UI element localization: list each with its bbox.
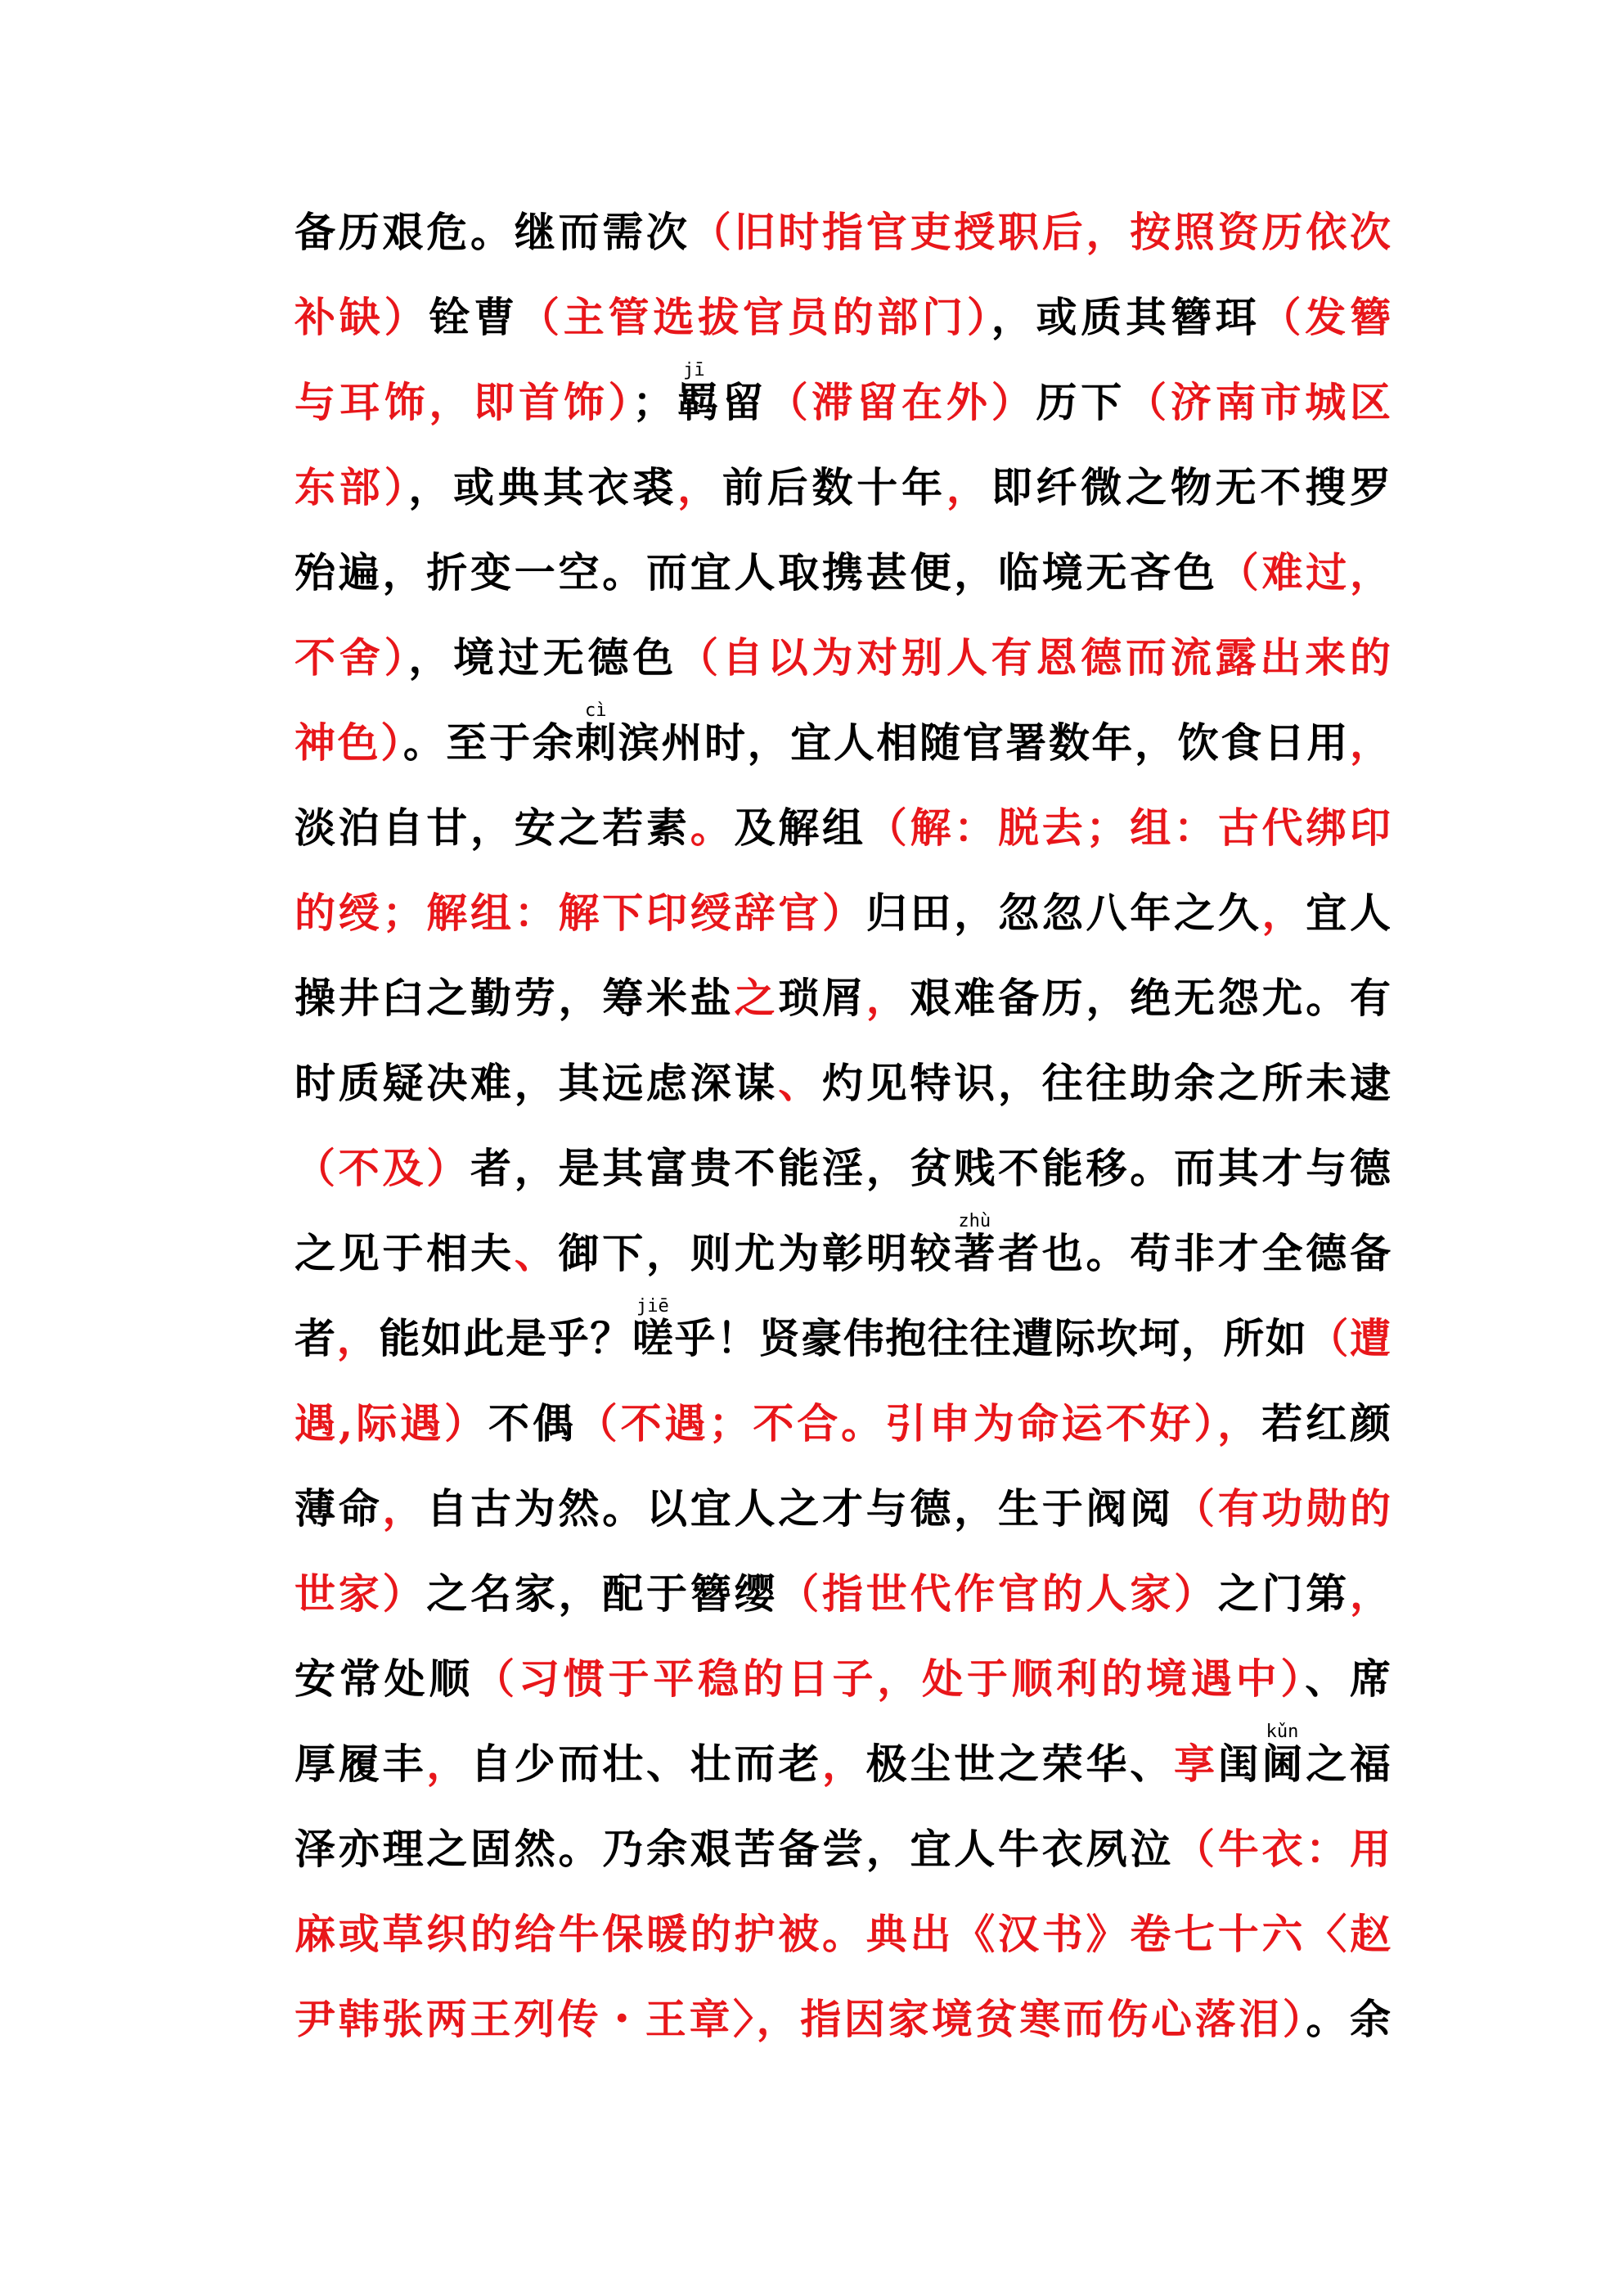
red-punctuation: 、 — [778, 1059, 822, 1107]
annotation-segment: （遭 — [1307, 1314, 1391, 1362]
text-segment: 之见于相夫 — [294, 1229, 515, 1277]
text-line-13 — [294, 1211, 1391, 1296]
text-segment: 备历艰危。继而需次 — [294, 208, 690, 256]
text-segment: 。余 — [1306, 1995, 1391, 2043]
pinyin-label: jiē — [632, 1296, 673, 1317]
annotation-segment: （难过， — [1217, 548, 1391, 597]
text-line-21 — [294, 1892, 1391, 1977]
annotation-segment: 世家） — [294, 1569, 427, 1618]
annotation-segment: 遇,际遇） — [294, 1399, 488, 1447]
text-segment: 留 — [722, 378, 767, 426]
annotation-segment: 尹韩张两王列传・王章〉，指因家境贫寒而伤心落泪） — [294, 1995, 1306, 2043]
text-line-6 — [294, 615, 1391, 700]
pinyin-annotated-char: 著zhù — [954, 1211, 998, 1277]
text-segment: 御下，则尤为彰明较 — [558, 1229, 955, 1277]
pinyin-annotated-char: 嗟jiē — [632, 1296, 675, 1362]
text-line-9 — [294, 871, 1391, 956]
red-punctuation: ， — [1350, 718, 1391, 767]
annotation-segment: 东部） — [294, 463, 409, 511]
annotation-segment: 的绶；解组：解下印绶辞官） — [294, 889, 866, 937]
text-segment: 安常处顺 — [294, 1654, 474, 1703]
red-punctuation: ， — [382, 1484, 427, 1533]
pinyin-label: cì — [575, 700, 617, 721]
text-segment: 归田，忽忽八年之久 — [865, 889, 1262, 937]
text-segment: 琐屑 — [778, 974, 866, 1022]
text-segment: 、席 — [1305, 1654, 1391, 1703]
annotation-segment: （解：脱去；组：古代绑印 — [865, 804, 1391, 852]
red-text: 之 — [734, 974, 779, 1022]
text-segment: 宜人 — [1306, 889, 1391, 937]
pinyin-label: zhù — [954, 1211, 996, 1231]
text-segment: 之门第 — [1217, 1569, 1350, 1618]
text-line-5 — [294, 530, 1391, 615]
text-segment: 乎！贤豪伟抱往往遭际坎坷，所如 — [674, 1314, 1308, 1362]
text-line-19 — [294, 1722, 1391, 1807]
text-segment: 时质疑决难，其远虑深谋 — [294, 1059, 779, 1107]
text-segment: 自少而壮、壮而老 — [470, 1740, 822, 1788]
text-segment: 不偶 — [488, 1399, 577, 1447]
annotation-segment: （有功勋的 — [1174, 1484, 1391, 1533]
annotation-segment: 麻或草织的给牛保暖的护被。典出《汉书》卷七十六〈赵 — [294, 1910, 1391, 1958]
text-line-1 — [294, 190, 1391, 275]
text-segment: 即纤微之物无不搜罗 — [991, 463, 1391, 511]
pinyin-annotated-char: 阃kǔn — [1261, 1722, 1306, 1788]
text-segment: 滨州时，宜人相随官署数年，饮食日用 — [618, 718, 1351, 767]
text-segment: 前后数十年 — [722, 463, 946, 511]
red-punctuation: 。 — [690, 804, 735, 852]
red-punctuation: ， — [336, 1314, 380, 1362]
text-line-20 — [294, 1807, 1391, 1892]
pinyin-annotated-char: 羁jī — [673, 360, 722, 426]
text-line-18 — [294, 1636, 1391, 1722]
text-line-14 — [294, 1296, 1391, 1381]
text-segment: ，或典其衣裘 — [408, 463, 678, 511]
text-segment: 闺 — [1217, 1740, 1262, 1788]
annotation-segment: （指世代作官的人家） — [778, 1569, 1218, 1618]
text-line-10 — [294, 956, 1391, 1041]
text-segment: 灼见特识，往往助余之所未逮 — [822, 1059, 1391, 1107]
pinyin-label: kǔn — [1261, 1722, 1303, 1742]
annotation-segment: （不及） — [294, 1144, 470, 1192]
text-segment: ，境过无德色 — [408, 633, 678, 682]
text-segment: 及解组 — [734, 804, 866, 852]
text-line-3 — [294, 360, 1391, 445]
text-segment: 铨曹 — [429, 293, 519, 341]
text-line-4 — [294, 445, 1391, 530]
text-segment: 。至于余 — [402, 718, 576, 767]
text-segment: 极尘世之荣华、 — [865, 1740, 1174, 1788]
text-segment: 能如此是乎？ — [379, 1314, 632, 1362]
text-line-8 — [294, 786, 1391, 871]
text-segment: 者，是其富贵不能淫，贫贱不能移。而其才与德 — [470, 1144, 1391, 1192]
text-segment: 者也。苟非才全德备 — [998, 1229, 1391, 1277]
red-punctuation: 、 — [514, 1229, 559, 1277]
text-segment: 薄命 — [294, 1484, 383, 1533]
annotation-segment: （牛衣：用 — [1174, 1825, 1391, 1873]
red-punctuation: ， — [865, 974, 910, 1022]
annotation-segment: （习惯于平稳的日子，处于顺利的境遇中） — [474, 1654, 1306, 1703]
annotation-segment: （旧时指官吏授职后，按照资历依次 — [690, 208, 1391, 256]
text-segment: 历下 — [1036, 378, 1126, 426]
annotation-segment: 与耳饰，即首饰） — [294, 378, 633, 426]
text-line-22 — [294, 1977, 1391, 2062]
red-punctuation: ， — [946, 463, 991, 511]
annotation-segment: （发簪 — [1260, 293, 1391, 341]
text-line-17 — [294, 1551, 1391, 1636]
text-segment: 之福 — [1306, 1740, 1391, 1788]
pinyin-label: jī — [673, 360, 715, 380]
text-line-2 — [294, 275, 1391, 360]
red-punctuation: ， — [822, 1740, 866, 1788]
text-line-15 — [294, 1381, 1391, 1466]
annotation-segment: 神色） — [294, 718, 403, 767]
red-punctuation: ， — [677, 463, 722, 511]
annotation-segment: 不舍） — [294, 633, 409, 682]
text-segment: 厚履丰 — [294, 1740, 427, 1788]
text-segment: 之名家，配于簪缨 — [426, 1569, 779, 1618]
text-segment: 淡泊自甘，安之若素 — [294, 804, 690, 852]
red-punctuation: ， — [426, 1740, 470, 1788]
annotation-segment: （自以为对别人有恩德而流露出来的 — [677, 633, 1391, 682]
annotation-segment: （主管选拔官员的部门） — [518, 293, 991, 341]
text-line-16 — [294, 1466, 1391, 1551]
text-segment: 若红颜 — [1261, 1399, 1391, 1447]
text-segment: 者 — [294, 1314, 337, 1362]
text-segment: 殆遍，折变一空。而宜人取携甚便，临境无吝色 — [294, 548, 1218, 597]
text-segment: 操井臼之勤劳，筹米盐 — [294, 974, 735, 1022]
red-punctuation: ， — [1350, 1569, 1391, 1618]
red-text: 享 — [1174, 1740, 1218, 1788]
annotation-segment: （济南市城区 — [1126, 378, 1391, 426]
text-segment: 艰难备历，绝无怨尤。有 — [910, 974, 1391, 1022]
text-line-11 — [294, 1041, 1391, 1126]
pinyin-annotated-char: 刺cì — [575, 700, 618, 767]
text-line-7 — [294, 700, 1391, 786]
text-line-12 — [294, 1126, 1391, 1211]
annotation-segment: （不遇；不合。引申为命运不好）， — [576, 1399, 1262, 1447]
text-segment: 自古为然。以宜人之才与德，生于阀阅 — [426, 1484, 1174, 1533]
document-page — [294, 190, 1391, 2062]
red-punctuation: ， — [1261, 889, 1306, 937]
text-segment: ； — [632, 378, 674, 426]
text-segment: ，或质其簪珥 — [991, 293, 1261, 341]
annotation-segment: （滞留在外） — [767, 378, 1036, 426]
text-segment: 泽亦理之固然。乃余艰苦备尝，宜人牛衣夙泣 — [294, 1825, 1174, 1873]
annotation-segment: 补缺） — [294, 293, 429, 341]
